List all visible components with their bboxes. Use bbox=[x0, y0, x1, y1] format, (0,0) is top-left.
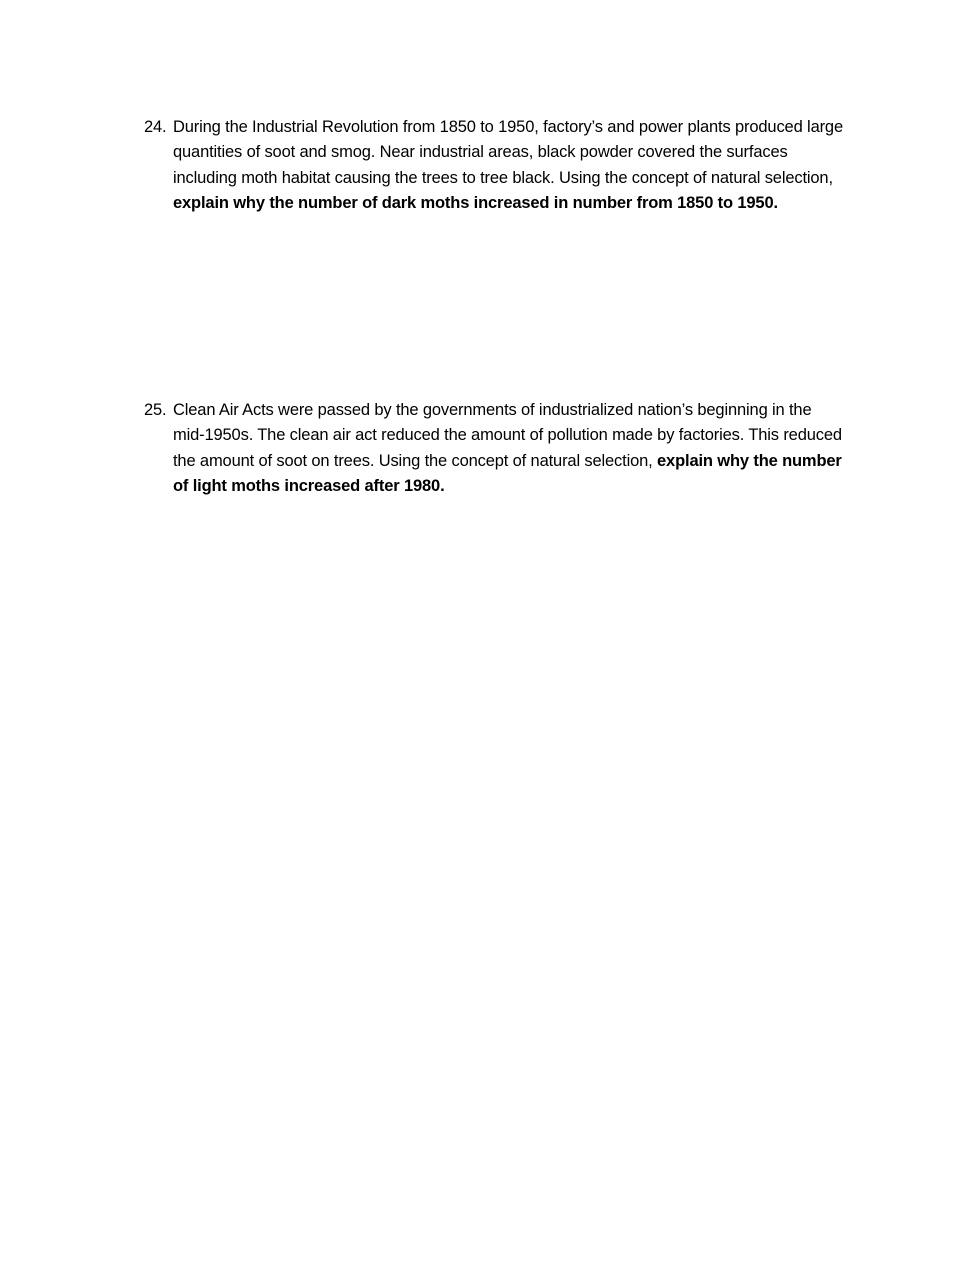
question-24 bbox=[144, 115, 844, 216]
question-text: During the Industrial Revolution from 1850 to 1950, factory’s and power plants produced large quantities of soot and smog. Near industrial areas, black powder covered the surfaces including moth habitat causing the trees to tree black. Using the concept of natural selection, bbox=[173, 118, 843, 187]
question-body bbox=[173, 115, 844, 216]
question-25 bbox=[144, 398, 844, 499]
question-body bbox=[173, 398, 844, 499]
question-prompt: explain why the number of dark moths increased in number from 1850 to 1950. bbox=[173, 193, 778, 212]
question-text: Clean Air Acts were passed by the governments of industrialized nation’s beginning in the mid-1950s. The clean air act reduced the amount of pollution made by factories. This reduced the amount of soot on trees. Using the concept of natural selection, bbox=[173, 401, 842, 470]
question-number: 24. bbox=[144, 118, 167, 136]
question-number: 25. bbox=[144, 401, 167, 419]
question-prompt: explain why the number of light moths increased after 1980. bbox=[173, 451, 842, 495]
